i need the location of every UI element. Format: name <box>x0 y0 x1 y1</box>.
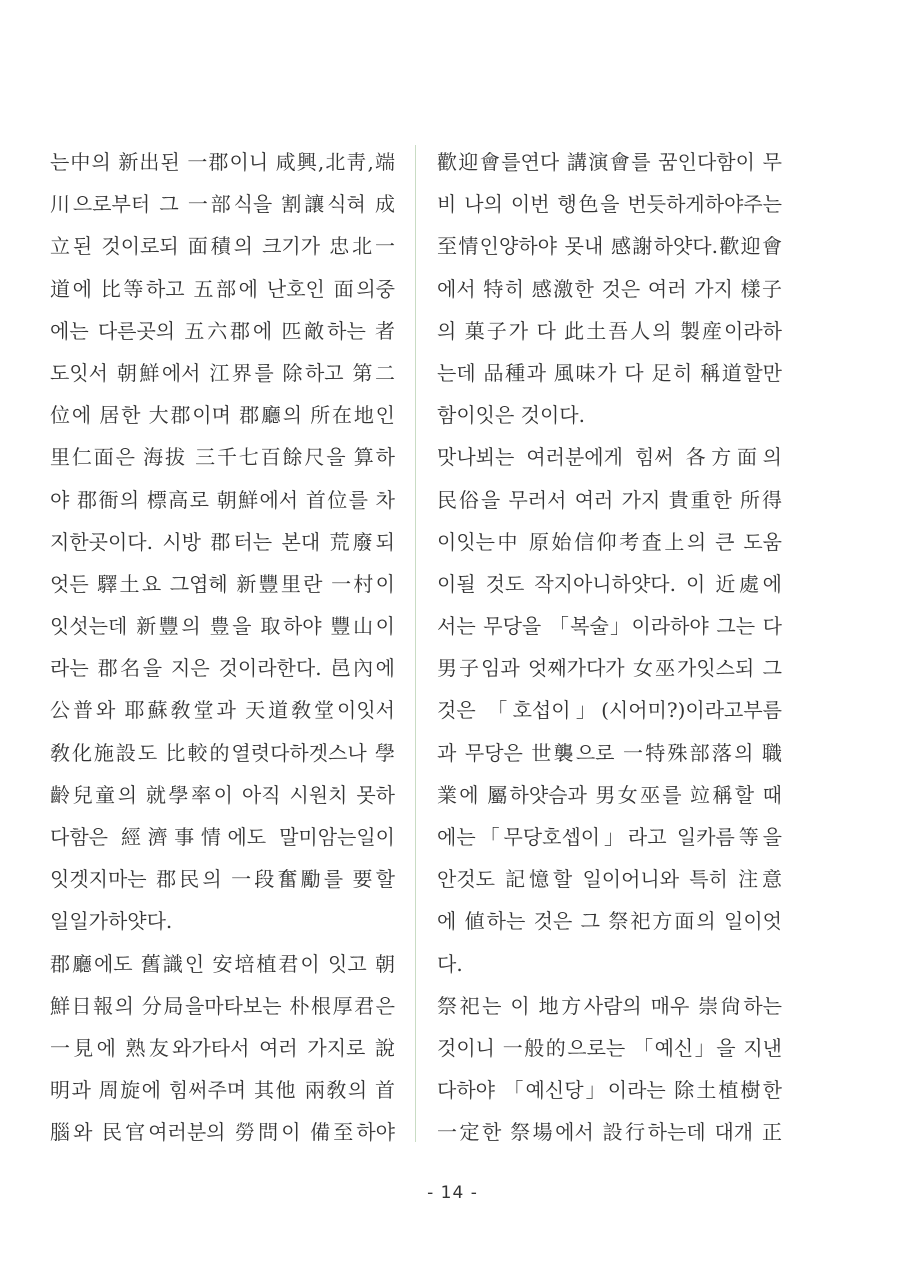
column-divider <box>415 145 416 1142</box>
text-line: 道에 比等하고 五部에 난호인 面의중 <box>50 276 395 301</box>
text-line: 안것도 記憶할 일이어니와 특히 注意 <box>437 867 782 892</box>
text-line: 것은 「호섭이」(시어미?)이라고부름 <box>437 698 782 723</box>
text-line: 에는「무당호셉이」라고 일카름等을 <box>437 825 782 849</box>
text-line: 과 무당은 世襲으로 一特殊部落의 職 <box>437 740 782 765</box>
text-line: 一定한 祭場에서 設行하는데 대개 正 <box>437 1120 782 1145</box>
text-line: 에 値하는 것은 그 祭祀方面의 일이엇 <box>437 909 782 934</box>
text-line: 至情인양하야 못내 感謝하얏다.歡迎會 <box>437 234 782 259</box>
text-line: 郡廳에도 舊識인 安培植君이 잇고 朝 <box>50 951 395 976</box>
text-line: 다하야 「예신당」이라는 除土植樹한 <box>437 1078 782 1103</box>
text-line: 歡迎會를연다 講演會를 꿈인다함이 무 <box>437 150 782 174</box>
text-line: 이잇는中 原始信仰考査上의 큰 도움 <box>437 529 782 554</box>
text-line: 敎化施設도 比較的열렷다하겟스나 學 <box>50 740 395 765</box>
text-line: 비 나의 이번 행色을 번듯하게하야주는 <box>437 192 782 217</box>
text-line: 에서 特히 感激한 것은 여러 가지 樣子 <box>437 276 782 301</box>
text-line: 이될 것도 작지아니하얏다. 이 近處에 <box>437 571 782 596</box>
text-line: 일일가하얏다. <box>50 909 173 934</box>
text-line: 라는 郡名을 지은 것이라한다. 邑內에 <box>50 656 395 681</box>
text-line: 는中의 新出된 一郡이니 咸興,北靑,端 <box>50 150 395 174</box>
text-line: 里仁面은 海拔 三千七百餘尺을 算하 <box>50 445 395 470</box>
text-line: 에는 다른곳의 五六郡에 匹敵하는 者 <box>50 318 395 343</box>
text-line: 엇든 驛土요 그엽헤 新豐里란 一村이 <box>50 571 395 596</box>
text-line: 의 菓子가 다 此土吾人의 製産이라하 <box>437 318 782 343</box>
text-line: 지한곳이다. 시방 郡터는 본대 荒廢되 <box>50 529 395 554</box>
text-line: 民俗을 무러서 여러 가지 貴重한 所得 <box>437 487 782 512</box>
right-text-column <box>437 141 782 1154</box>
text-line: 는데 品種과 風味가 다 足히 稱道할만 <box>437 360 782 385</box>
text-line: 鮮日報의 分局을마타보는 朴根厚君은 <box>50 993 395 1018</box>
text-line: 함이잇은 것이다. <box>437 403 585 428</box>
text-line: 다. <box>437 951 463 976</box>
text-line: 明과 周旋에 힘써주며 其他 兩敎의 首 <box>50 1078 395 1103</box>
text-line: 公普와 耶蘇敎堂과 天道敎堂이잇서 <box>50 698 395 723</box>
text-line: 맛나뵈는 여러분에게 힘써 各方面의 <box>437 445 782 470</box>
text-line: 腦와 民官여러분의 勞問이 備至하야 <box>50 1120 395 1145</box>
text-line: 一見에 熟友와가타서 여러 가지로 說 <box>50 1035 395 1060</box>
text-line: 잇섯는데 新豐의 豊을 取하야 豐山이 <box>50 614 395 639</box>
text-line: 야 郡衙의 標高로 朝鮮에서 首位를 차 <box>50 487 395 512</box>
text-line: 立된 것이로되 面積의 크기가 忠北一 <box>50 234 395 259</box>
text-line: 業에 屬하얏슴과 男女巫를 竝稱할 때 <box>437 782 782 807</box>
text-line: 川으로부터 그 一部식을 割讓식혀 成 <box>50 192 395 217</box>
left-text-column <box>50 141 395 1154</box>
text-line: 서는 무당을 「복술」이라하야 그는 다 <box>437 614 782 639</box>
text-line: 男子임과 엇째가다가 女巫가잇스되 그 <box>437 656 782 681</box>
text-line: 다함은 經濟事情에도 말미암는일이 <box>50 825 395 849</box>
page-number: - 14 - <box>427 1183 478 1203</box>
text-line: 잇겟지마는 郡民의 一段奮勵를 要할 <box>50 867 395 892</box>
text-line: 位에 居한 大郡이며 郡廳의 所在地인 <box>50 403 395 428</box>
text-line: 도잇서 朝鮮에서 江界를 除하고 第二 <box>50 360 395 385</box>
text-line: 것이니 一般的으로는 「예신」을 지낸 <box>437 1035 782 1060</box>
text-line: 祭祀는 이 地方사람의 매우 崇尙하는 <box>437 993 782 1018</box>
text-line: 齡兒童의 就學率이 아직 시원치 못하 <box>50 782 395 807</box>
